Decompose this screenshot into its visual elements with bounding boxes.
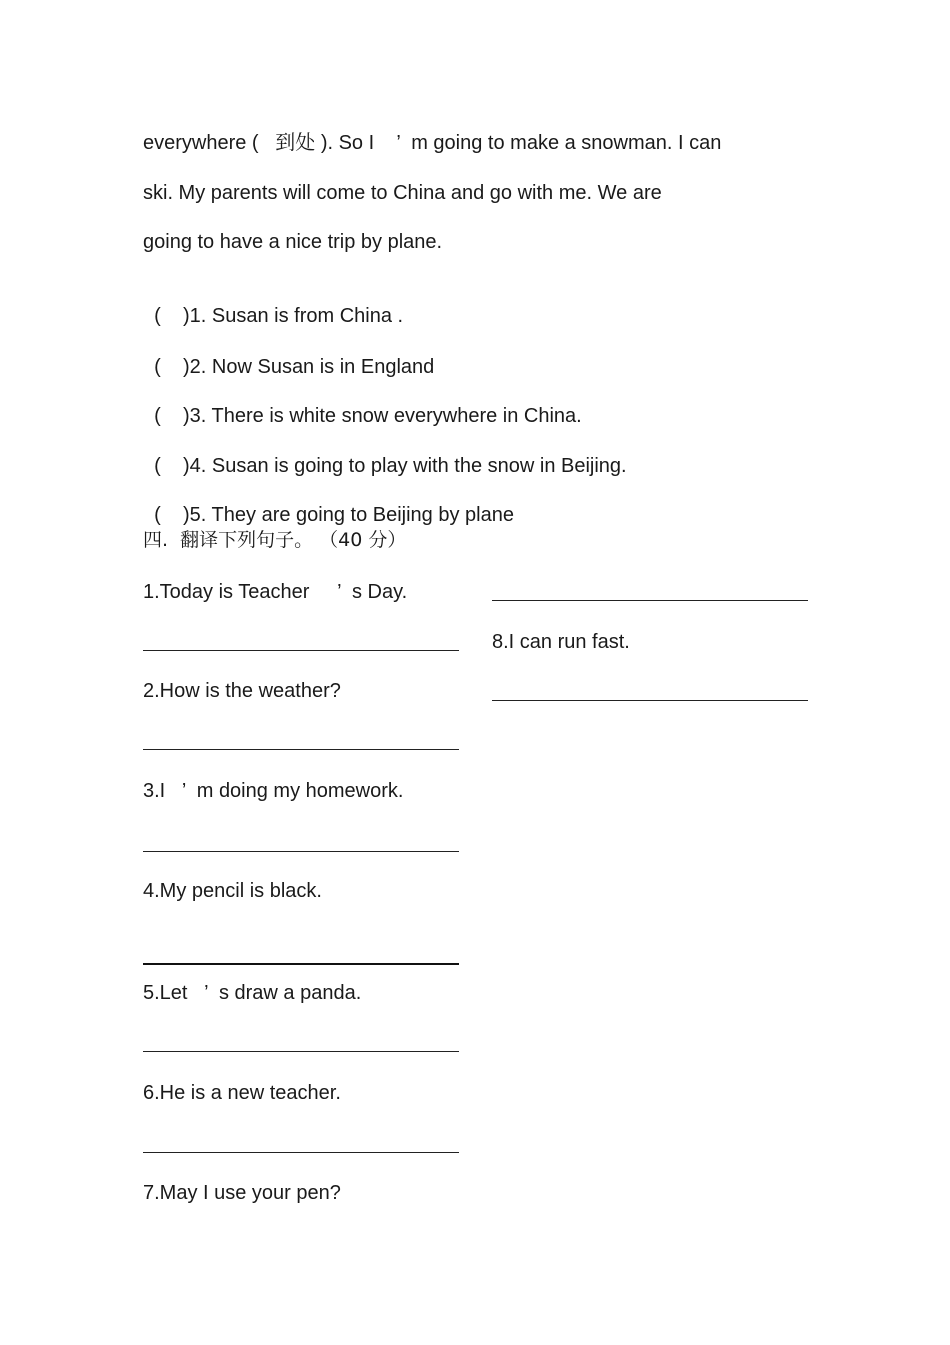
question-5 — [143, 479, 514, 527]
answer-parenthesis[interactable]: ( ) — [154, 504, 190, 526]
answer-parenthesis[interactable]: ( ) — [154, 455, 190, 477]
question-text: 4. Susan is going to play with the snow in Beijing. — [189, 455, 627, 477]
passage-line-2: ski. My parents will come to China and go with me. We are — [143, 182, 662, 204]
passage-line-3: going to have a nice trip by plane. — [143, 231, 443, 253]
answer-line-1-right[interactable] — [492, 600, 808, 601]
question-1 — [143, 280, 403, 328]
answer-line-1[interactable] — [143, 650, 459, 651]
sentence-1: 1.Today is Teacher ’ s Day. — [143, 581, 408, 603]
answer-line-8[interactable] — [492, 700, 808, 701]
question-text: 5. They are going to Beijing by plane — [189, 504, 514, 526]
question-text: 3. There is white snow everywhere in China. — [189, 405, 582, 427]
answer-line-5[interactable] — [143, 1051, 459, 1052]
passage-line-1: everywhere ( 到处 ). So I ’ m going to make a snowman. I can — [143, 132, 722, 154]
sentence-5: 5.Let ’ s draw a panda. — [143, 982, 362, 1004]
sentence-2: 2.How is the weather? — [143, 680, 341, 702]
question-3 — [143, 380, 582, 428]
answer-line-2[interactable] — [143, 749, 459, 750]
sentence-3: 3.I ’ m doing my homework. — [143, 780, 404, 802]
question-2 — [143, 331, 434, 379]
section-4-heading: 四. 翻译下列句子。 （40 分） — [143, 529, 407, 551]
answer-parenthesis[interactable]: ( ) — [154, 305, 190, 327]
answer-parenthesis[interactable]: ( ) — [154, 356, 190, 378]
sentence-7: 7.May I use your pen? — [143, 1182, 341, 1204]
sentence-8: 8.I can run fast. — [492, 631, 630, 653]
answer-line-4[interactable] — [143, 963, 459, 965]
question-text: 2. Now Susan is in England — [189, 356, 435, 378]
sentence-6: 6.He is a new teacher. — [143, 1082, 341, 1104]
answer-line-6[interactable] — [143, 1152, 459, 1153]
answer-parenthesis[interactable]: ( ) — [154, 405, 190, 427]
sentence-4: 4.My pencil is black. — [143, 880, 322, 902]
question-text: 1. Susan is from China . — [189, 305, 404, 327]
question-4 — [143, 430, 627, 478]
answer-line-3[interactable] — [143, 851, 459, 852]
